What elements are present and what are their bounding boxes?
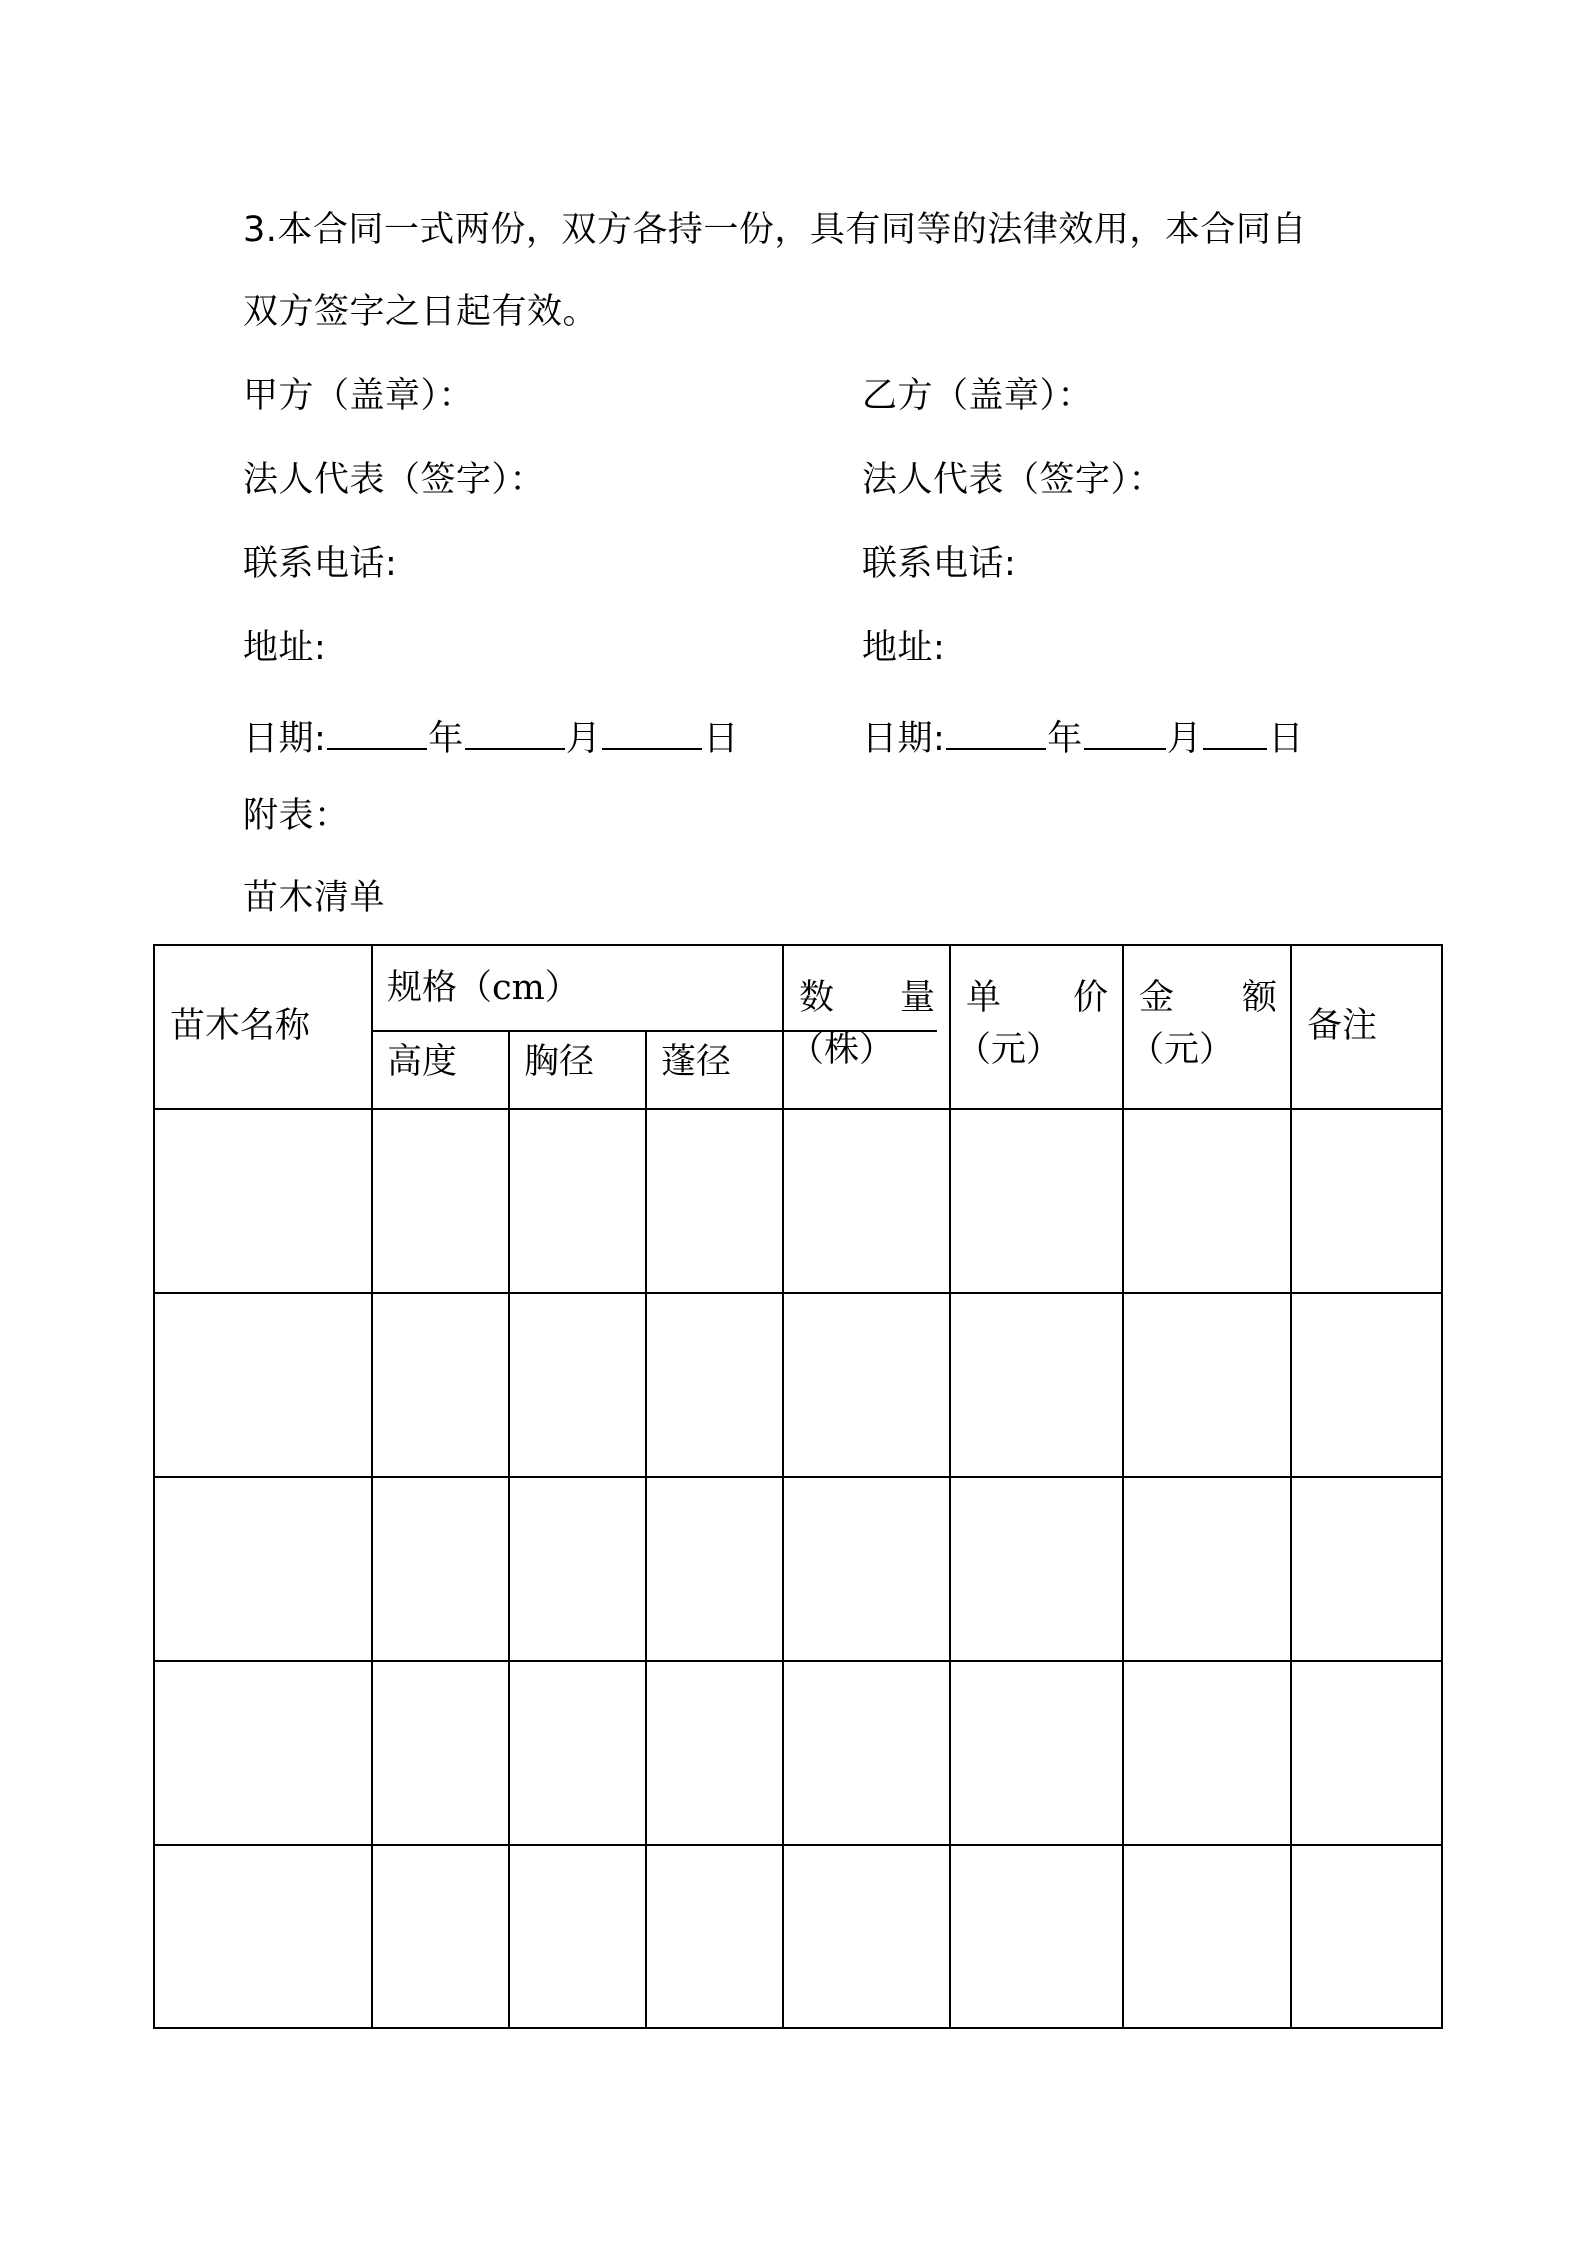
column-line <box>508 1030 510 2029</box>
row-line <box>153 1292 1443 1294</box>
party-a-date-line <box>243 716 739 761</box>
column-line <box>782 944 784 2029</box>
party-a-month-blank[interactable] <box>465 716 565 750</box>
appendix-title: 苗木清单 <box>243 878 386 918</box>
party-b-phone-label: 联系电话: <box>862 544 1017 584</box>
header-crown: 蓬径 <box>661 1042 732 1082</box>
appendix-label: 附表： <box>243 796 350 836</box>
header-amount-unit: （元） <box>1129 1030 1235 1070</box>
party-a-day-blank[interactable] <box>602 716 702 750</box>
party-a-phone-label: 联系电话: <box>243 544 398 584</box>
table-border-top <box>153 944 1443 946</box>
column-line <box>1290 944 1292 2029</box>
party-b-month-blank[interactable] <box>1084 716 1166 750</box>
header-amount-char-2: 额 <box>1241 978 1277 1018</box>
header-dbh: 胸径 <box>524 1042 595 1082</box>
party-b-seal-label: 乙方（盖章）： <box>862 376 1094 416</box>
party-b-year-label: 年 <box>1047 719 1083 759</box>
clause-line-2: 双方签字之日起有效。 <box>243 292 599 332</box>
header-quantity-unit: （株） <box>789 1030 895 1070</box>
party-b-day-label: 日 <box>1268 719 1304 759</box>
header-remarks: 备注 <box>1307 1006 1378 1046</box>
party-b-rep-label: 法人代表（签字）： <box>862 460 1165 500</box>
seedling-list-table <box>153 944 1443 2029</box>
header-unit-price-char-2: 价 <box>1072 978 1108 1018</box>
header-seedling-name: 苗木名称 <box>170 1006 311 1046</box>
header-height: 高度 <box>387 1042 458 1082</box>
row-line <box>153 1844 1443 1846</box>
party-b-date-label: 日期: <box>862 719 946 759</box>
party-b-month-label: 月 <box>1166 719 1203 759</box>
column-line <box>1122 944 1124 2029</box>
party-a-year-label: 年 <box>428 719 464 759</box>
party-b-date-line <box>862 716 1304 761</box>
party-a-date-label: 日期: <box>243 719 327 759</box>
row-line <box>153 1660 1443 1662</box>
party-a-day-label: 日 <box>703 719 739 759</box>
party-b-day-blank[interactable] <box>1203 716 1267 750</box>
header-unit-price-unit: （元） <box>956 1030 1062 1070</box>
column-line <box>949 944 951 2029</box>
party-a-month-label: 月 <box>565 719 602 759</box>
column-line <box>645 1030 647 2029</box>
header-quantity-char-1: 数 <box>799 978 835 1018</box>
party-a-year-blank[interactable] <box>327 716 427 750</box>
row-line <box>153 1476 1443 1478</box>
header-amount <box>1139 978 1277 1018</box>
party-b-address-label: 地址: <box>862 628 946 668</box>
header-bottom-line <box>153 1108 1443 1110</box>
header-unit-price <box>966 978 1108 1018</box>
header-amount-char-1: 金 <box>1139 978 1175 1018</box>
header-unit-price-char-1: 单 <box>966 978 1002 1018</box>
table-border-bottom <box>153 2027 1443 2029</box>
header-spec: 规格（cm） <box>387 968 580 1008</box>
header-quantity <box>799 978 935 1018</box>
table-border-left <box>153 944 155 2029</box>
column-line <box>371 944 373 2029</box>
party-a-rep-label: 法人代表（签字）： <box>243 460 546 500</box>
party-a-address-label: 地址: <box>243 628 327 668</box>
party-b-year-blank[interactable] <box>946 716 1046 750</box>
header-quantity-char-2: 量 <box>899 978 935 1018</box>
clause-line-1: 3.本合同一式两份，双方各持一份，具有同等的法律效用，本合同自 <box>243 210 1307 250</box>
party-a-seal-label: 甲方（盖章）： <box>243 376 475 416</box>
table-border-right <box>1441 944 1443 2029</box>
